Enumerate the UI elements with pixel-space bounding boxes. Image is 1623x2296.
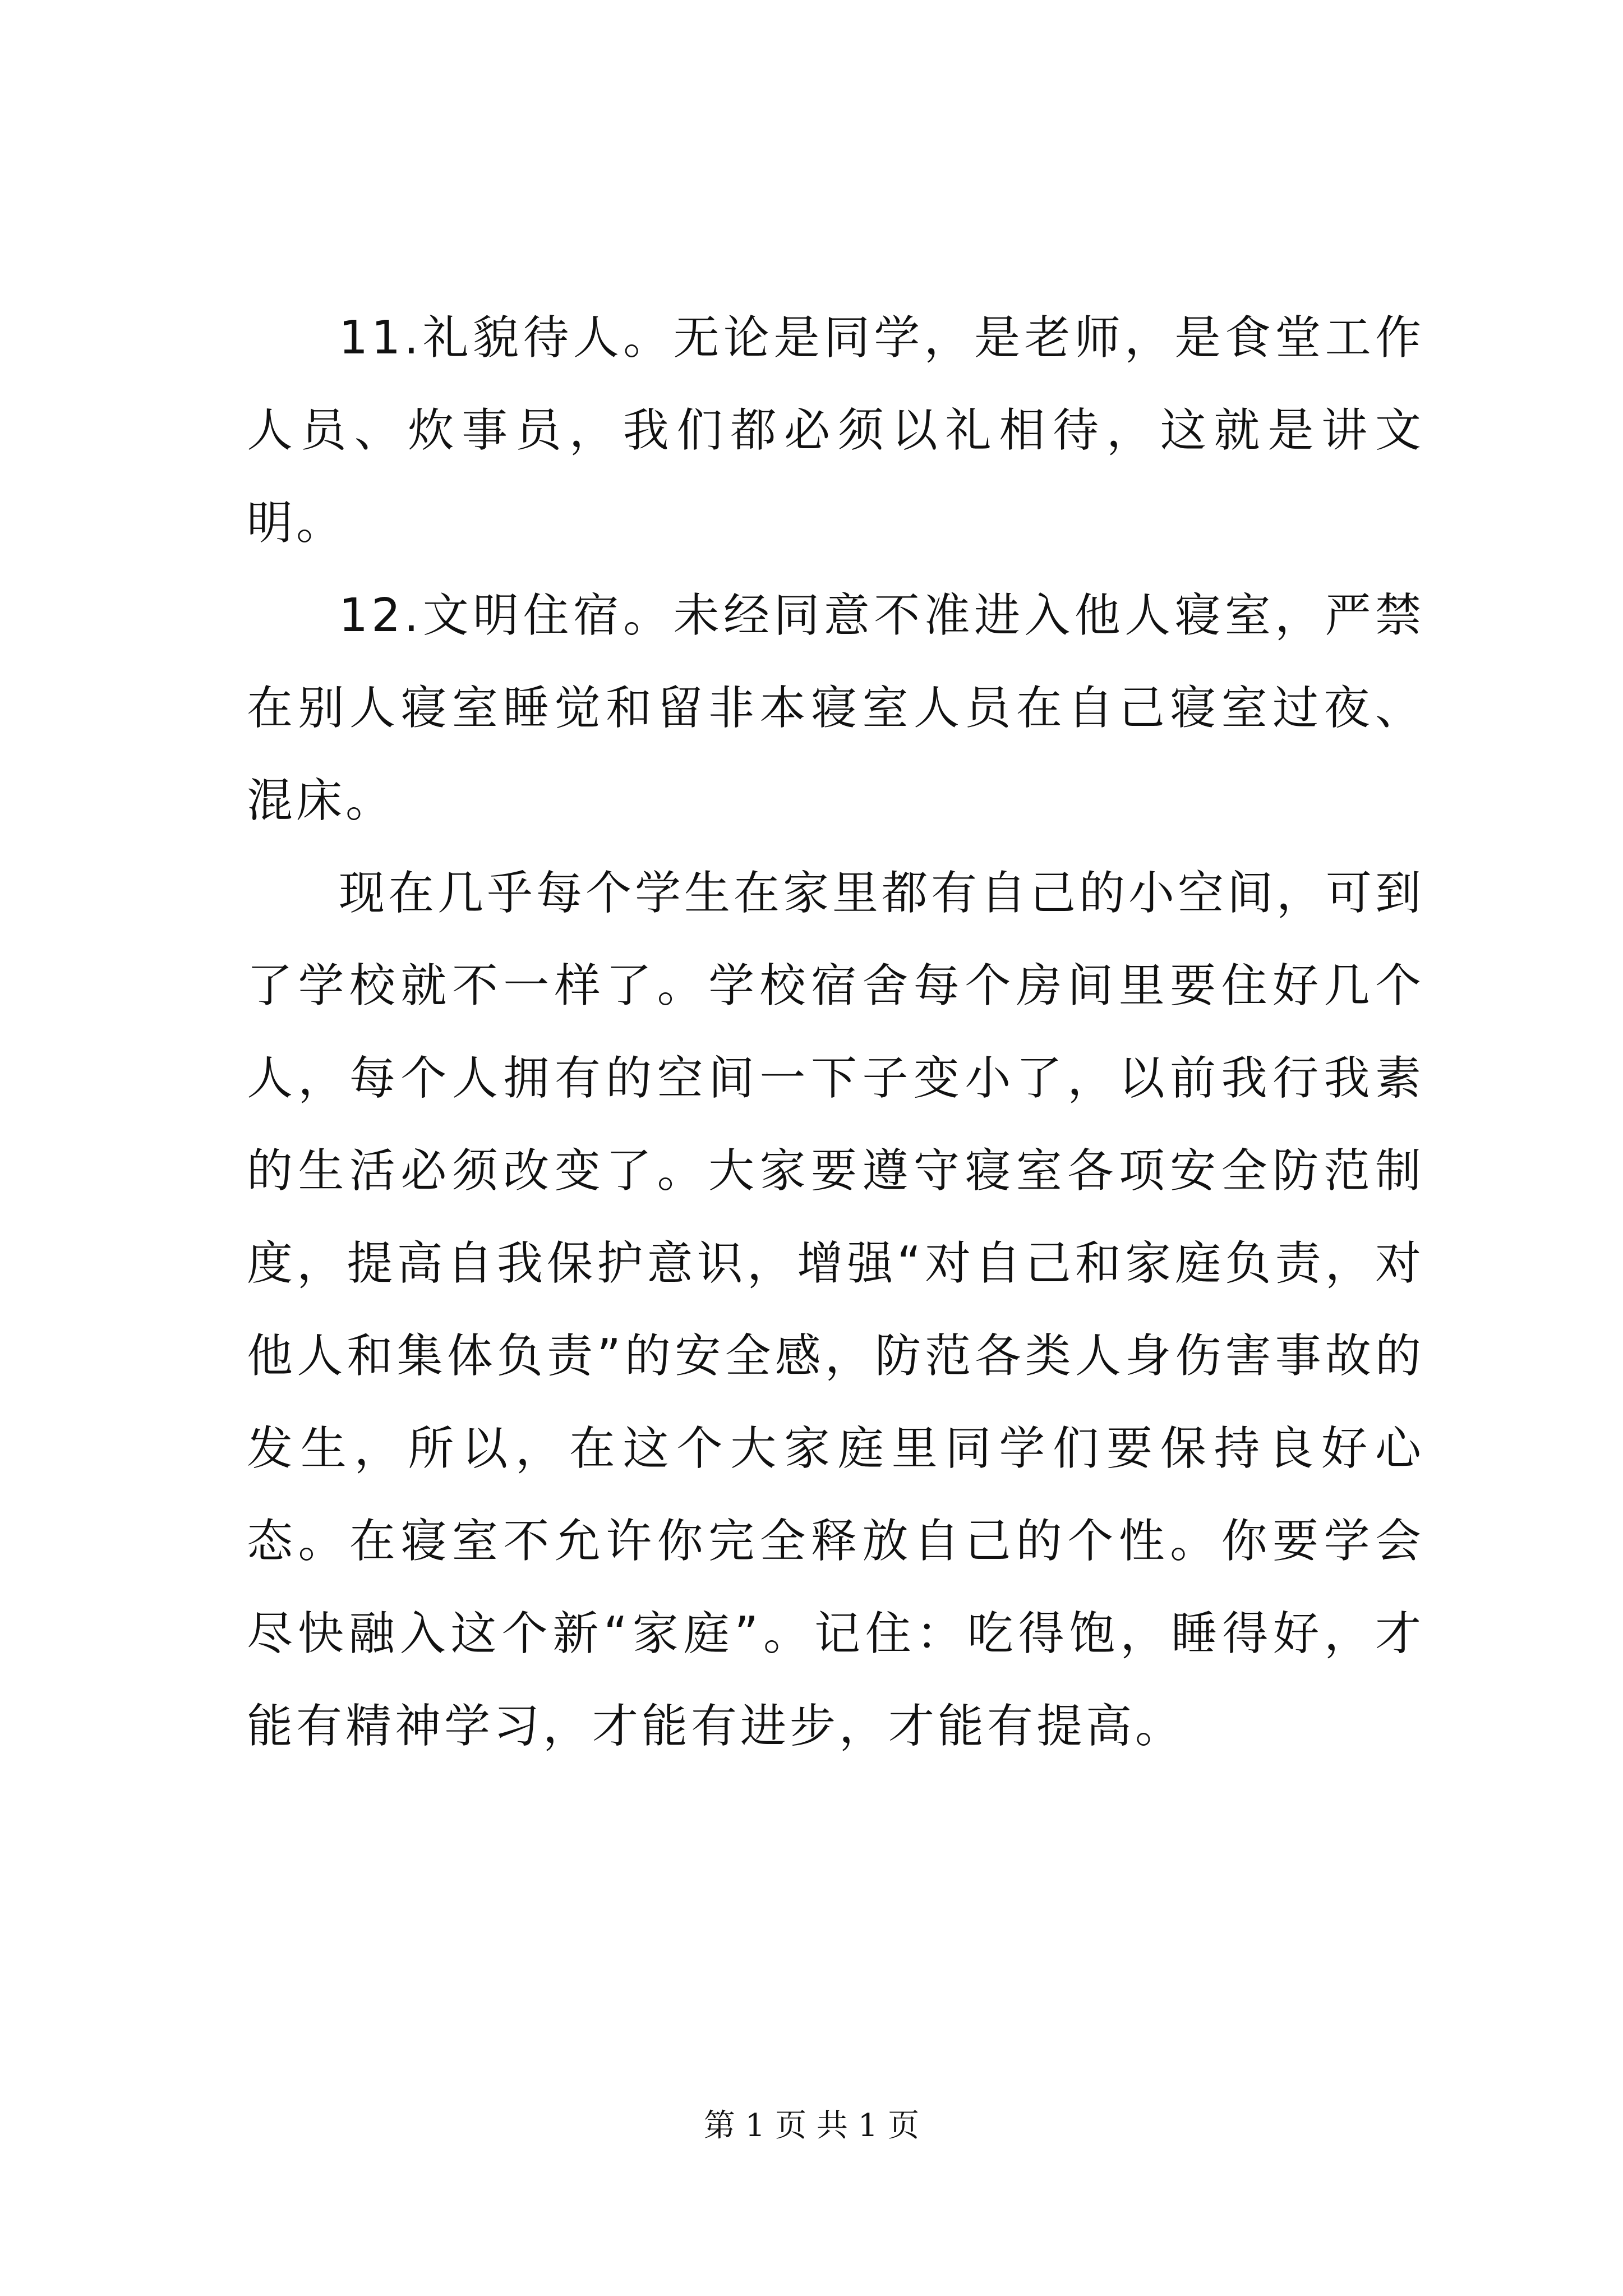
paragraph-dorm-rules: 12.文明住宿。未经同意不准进入他人寝室，严禁在别人寝室睡觉和留非本寝室人员在自己寝室过夜、混床。: [247, 589, 1424, 827]
paragraph-courtesy: 11.礼貌待人。无论是同学，是老师，是食堂工作人员、炊事员，我们都必须以礼相待，这就是讲文明。: [247, 311, 1424, 550]
document-body: [247, 292, 1424, 1773]
page-number-footer: 第 1 页 共 1 页: [703, 2108, 920, 2144]
paragraph-dorm-life: 现在几乎每个学生在家里都有自己的小空间，可到了学校就不一样了。学校宿舍每个房间里要住好几个人，每个人拥有的空间一下子变小了，以前我行我素的生活必须改变了。大家要遵守寝室各项安全防范制度，提高自我保护意识，增强“对自己和家庭负责，对他人和集体负责”的安全感，防范各类人身伤害事故的发生，所以，在这个大家庭里同学们要保持良好心态。在寝室不允许你完全释放自己的个性。你要学会尽快融入这个新“家庭”。记住：吃得饱，睡得好，才能有精神学习，才能有进步，才能有提高。: [247, 867, 1425, 1753]
